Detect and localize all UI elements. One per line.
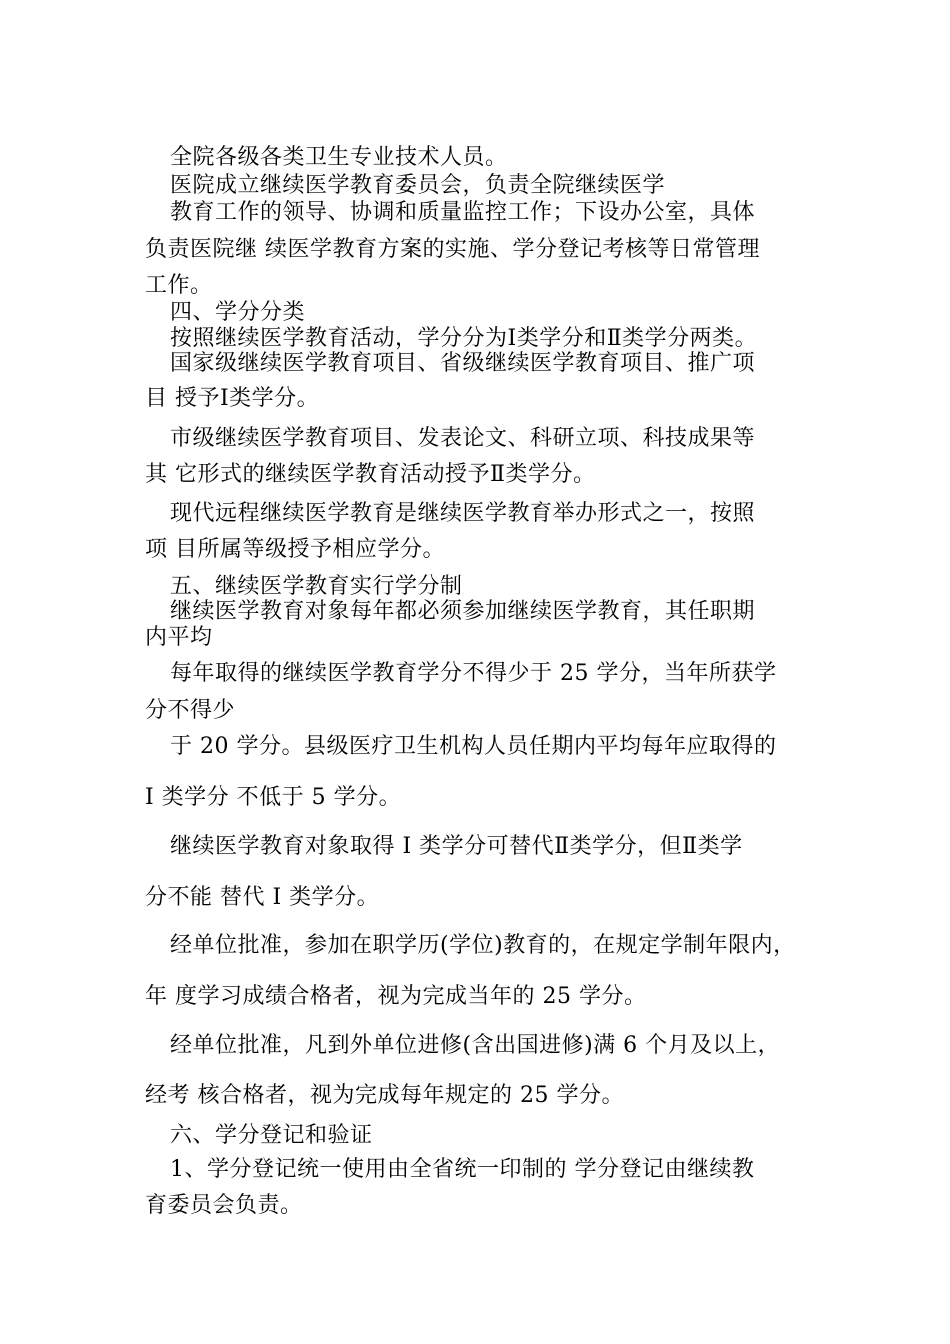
- section-heading-6: 六、学分登记和验证: [170, 1123, 373, 1148]
- text-line-19: 于 20 学分。县级医疗卫生机构人员任期内平均每年应取得的: [170, 734, 777, 759]
- text-line-1: 全院各级各类卫生专业技术人员。: [170, 145, 508, 170]
- section-heading-5: 五、继续医学教育实行学分制: [170, 574, 463, 599]
- text-line-24: 年 度学习成绩合格者，视为完成当年的 25 学分。: [145, 984, 647, 1009]
- text-line-26: 经考 核合格者，视为完成每年规定的 25 学分。: [145, 1083, 624, 1108]
- text-line-2: 医院成立继续医学教育委员会，负责全院继续医学: [170, 173, 666, 198]
- text-line-13: 项 目所属等级授予相应学分。: [145, 537, 445, 562]
- text-line-3: 教育工作的领导、协调和质量监控工作；下设办公室，具体: [170, 200, 756, 225]
- text-line-28: 1、学分登记统一使用由全省统一印制的 学分登记由继续教: [170, 1157, 755, 1182]
- text-line-18: 分不得少: [145, 698, 236, 723]
- text-line-7: 按照继续医学教育活动，学分分为Ⅰ类学分和Ⅱ类学分两类。: [170, 326, 758, 351]
- text-line-11: 其 它形式的继续医学教育活动授予Ⅱ类学分。: [145, 462, 596, 487]
- section-heading-4: 四、学分分类: [170, 300, 306, 325]
- text-line-12: 现代远程继续医学教育是继续医学教育举办形式之一，按照: [170, 501, 756, 526]
- text-line-25: 经单位批准，凡到外单位进修(含出国进修)满 6 个月及以上，: [170, 1033, 781, 1058]
- text-line-21: 继续医学教育对象取得 I 类学分可替代Ⅱ类学分，但Ⅱ类学: [170, 834, 743, 859]
- text-line-4: 负责医院继 续医学教育方案的实施、学分登记考核等日常管理: [145, 237, 760, 262]
- text-line-22: 分不能 替代 I 类学分。: [145, 885, 380, 910]
- text-line-23: 经单位批准，参加在职学历(学位)教育的，在规定学制年限内，: [170, 933, 796, 958]
- text-line-9: 目 授予Ⅰ类学分。: [145, 386, 320, 411]
- text-line-5: 工作。: [145, 273, 213, 298]
- text-line-29: 育委员会负责。: [145, 1193, 303, 1218]
- text-line-17: 每年取得的继续医学教育学分不得少于 25 学分，当年所获学: [170, 661, 777, 686]
- text-line-10: 市级继续医学教育项目、发表论文、科研立项、科技成果等: [170, 426, 756, 451]
- text-line-16: 内平均: [145, 625, 213, 650]
- text-line-8: 国家级继续医学教育项目、省级继续医学教育项目、推广项: [170, 351, 756, 376]
- text-line-20: I 类学分 不低于 5 学分。: [145, 785, 402, 810]
- text-line-15: 继续医学教育对象每年都必须参加继续医学教育，其任职期: [170, 599, 756, 624]
